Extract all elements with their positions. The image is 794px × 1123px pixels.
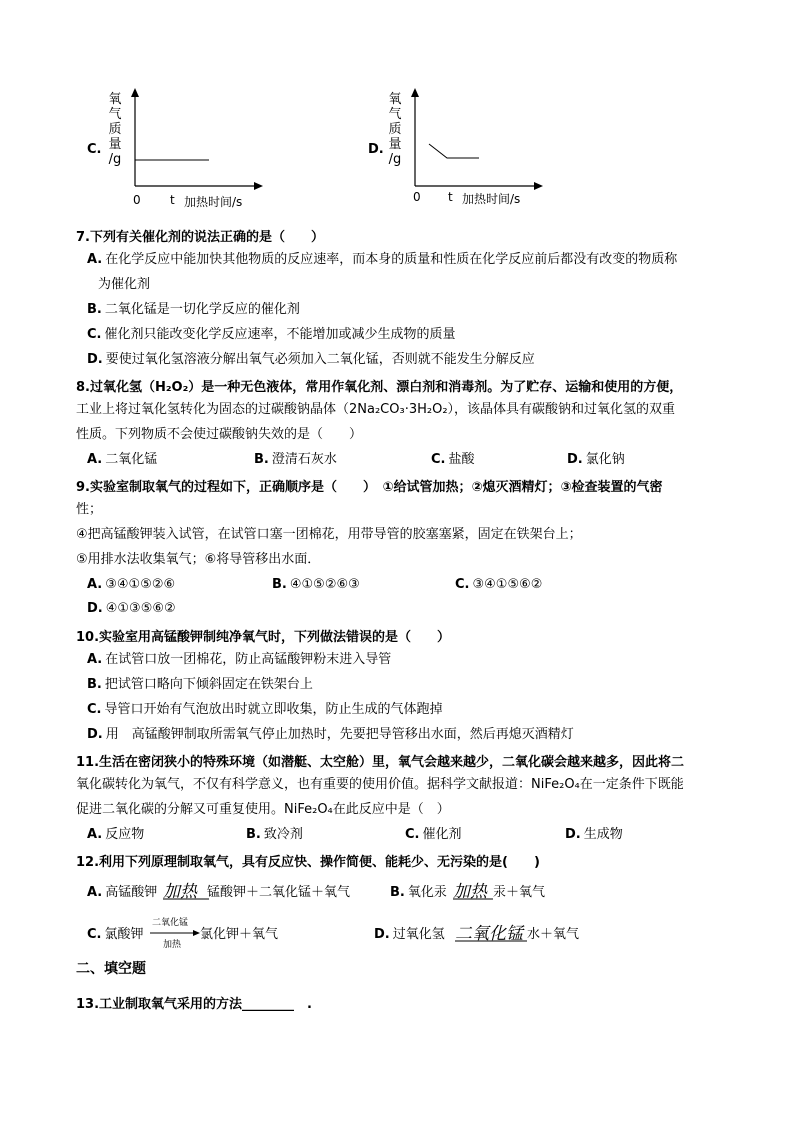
q8-line-3: 性质。下列物质不会使过碳酸钠失效的是（ ） [76, 427, 363, 442]
chart-c-plot [125, 88, 265, 192]
q9-line-4: ⑤用排水法收集氧气；⑥将导管移出水面． [76, 552, 321, 567]
q12-d-products: 水＋氧气 [527, 927, 580, 942]
q10-option-c: C. 导管口开始有气泡放出时就立即收集，防止生成的气体跑掉 [87, 702, 443, 717]
q8-line-1: 8.过氧化氢（H₂O₂）是一种无色液体，常用作氧化剂、漂白剂和消毒剂。为了贮存、运输和使用的方便， [76, 380, 683, 395]
chart-c-letter: C. [87, 142, 102, 157]
q8-option-a: A. 二氧化锰 [87, 452, 158, 467]
q12-a-products: 锰酸钾＋二氧化锰＋氧气 [207, 885, 351, 900]
q11-line-2: 氧化碳转化为氧气，不仅有科学意义，也有重要的使用价值。据科学文献报道：NiFe₂O₄在一定条件下既能 [76, 777, 684, 792]
q12-d-arrow-line [455, 938, 527, 944]
q10-option-b: B. 把试管口略向下倾斜固定在铁架台上 [87, 677, 313, 692]
q8-line-2: 工业上将过氧化氢转化为固态的过碳酸钠晶体（2Na₂CO₃·3H₂O₂），该晶体具有碳酸钠和过氧化氢的双重 [76, 402, 676, 417]
q12-option-d: D. 过氧化氢 [374, 927, 445, 942]
chart-d-t-tick: t [448, 190, 453, 204]
q7-option-a: A. 在化学反应中能加快其他物质的反应速率，而本身的质量和性质在化学反应前后都没有改变的物质称 [87, 252, 678, 267]
chart-c-xlabel: 加热时间/s [184, 195, 243, 209]
q8-option-c: C. 盐酸 [431, 452, 475, 467]
q9-line-3: ④把高锰酸钾装入试管，在试管口塞一团棉花，用带导管的胶塞塞紧，固定在铁架台上； [76, 527, 582, 542]
q9-option-a: A. ③④①⑤②⑥ [87, 577, 176, 592]
chart-d-x-arrow [534, 182, 543, 190]
q12-c-condition-top: 二氧化锰 [152, 918, 189, 928]
q8-option-d: D. 氯化钠 [567, 452, 625, 467]
chart-d-y-arrow [411, 88, 419, 97]
q12-b-products: 汞＋氧气 [493, 885, 546, 900]
q12-stem: 12.利用下列原理制取氧气，具有反应快、操作简便、能耗少、无污染的是( ) [76, 855, 540, 870]
chart-c-t-tick: t [170, 193, 175, 207]
q11-line-3: 促进二氧化碳的分解又可重复使用。NiFe₂O₄在此反应中是（ ） [76, 802, 450, 817]
q11-option-c: C. 催化剂 [405, 827, 462, 842]
q7-option-b: B. 二氧化锰是一切化学反应的催化剂 [87, 302, 300, 317]
q9-line-2: 性； [76, 502, 103, 517]
chart-d-plot [405, 88, 545, 192]
chart-d-letter: D. [368, 142, 384, 157]
q12-a-arrow-line [163, 896, 209, 902]
q12-option-c: C. 氯酸钾 [87, 927, 144, 942]
q12-d-condition: 二氧化锰 [455, 924, 523, 944]
q12-option-a: A. 高锰酸钾 [87, 885, 158, 900]
q9-line-1: 9.实验室制取氧气的过程如下，正确顺序是（ ） ①给试管加热；②熄灭酒精灯；③检查装置的气密 [76, 480, 663, 495]
q12-c-condition-bottom: 加热 [163, 940, 182, 950]
chart-c-y-arrow [131, 88, 139, 97]
q11-option-d: D. 生成物 [565, 827, 623, 842]
q8-option-b: B. 澄清石灰水 [254, 452, 337, 467]
chart-d-ylabel: 氧 气 质 量 /g [388, 92, 402, 167]
chart-c-x-arrow [254, 182, 263, 190]
q10-option-d: D. 用 高锰酸钾制取所需氧气停止加热时，先要把导管移出水面，然后再熄灭酒精灯 [87, 727, 574, 742]
q7-stem: 7.下列有关催化剂的说法正确的是（ ） [76, 230, 324, 245]
chart-d-line [429, 144, 479, 158]
q7-option-c: C. 催化剂只能改变化学反应速率，不能增加或减少生成物的质量 [87, 327, 456, 342]
q10-stem: 10.实验室用高锰酸钾制纯净氧气时，下列做法错误的是（ ） [76, 630, 451, 645]
q9-option-c: C. ③④①⑤⑥② [455, 577, 543, 592]
q13-stem: 13.工业制取氧气采用的方法________ . [76, 997, 312, 1012]
q12-c-arrow [150, 929, 200, 937]
q9-option-b: B. ④①⑤②⑥③ [272, 577, 360, 592]
q12-c-products: 氯化钾＋氧气 [200, 927, 279, 942]
q10-option-a: A. 在试管口放一团棉花，防止高锰酸钾粉末进入导管 [87, 652, 392, 667]
q11-option-b: B. 致冷剂 [246, 827, 303, 842]
chart-d-origin: 0 [413, 190, 421, 204]
q12-b-arrow-line [453, 896, 493, 902]
chart-c-ylabel: 氧 气 质 量 /g [108, 92, 122, 167]
q12-a-condition: 加热 [163, 882, 197, 902]
q12-b-condition: 加热 [453, 882, 487, 902]
chart-c-origin: 0 [133, 193, 141, 207]
q7-option-d: D. 要使过氧化氢溶液分解出氧气必须加入二氧化锰，否则就不能发生分解反应 [87, 352, 535, 367]
section-title-fill-in: 二、填空题 [76, 961, 146, 977]
q12-option-b: B. 氧化汞 [390, 885, 447, 900]
q11-option-a: A. 反应物 [87, 827, 145, 842]
chart-d-xlabel: 加热时间/s [462, 192, 521, 206]
q11-line-1: 11.生活在密闭狭小的特殊环境（如潜艇、太空舱）里，氧气会越来越少，二氧化碳会越来越多，因此将二 [76, 755, 685, 770]
q9-option-d: D. ④①③⑤⑥② [87, 601, 176, 616]
q7-option-a-cont: 为催化剂 [98, 277, 151, 292]
